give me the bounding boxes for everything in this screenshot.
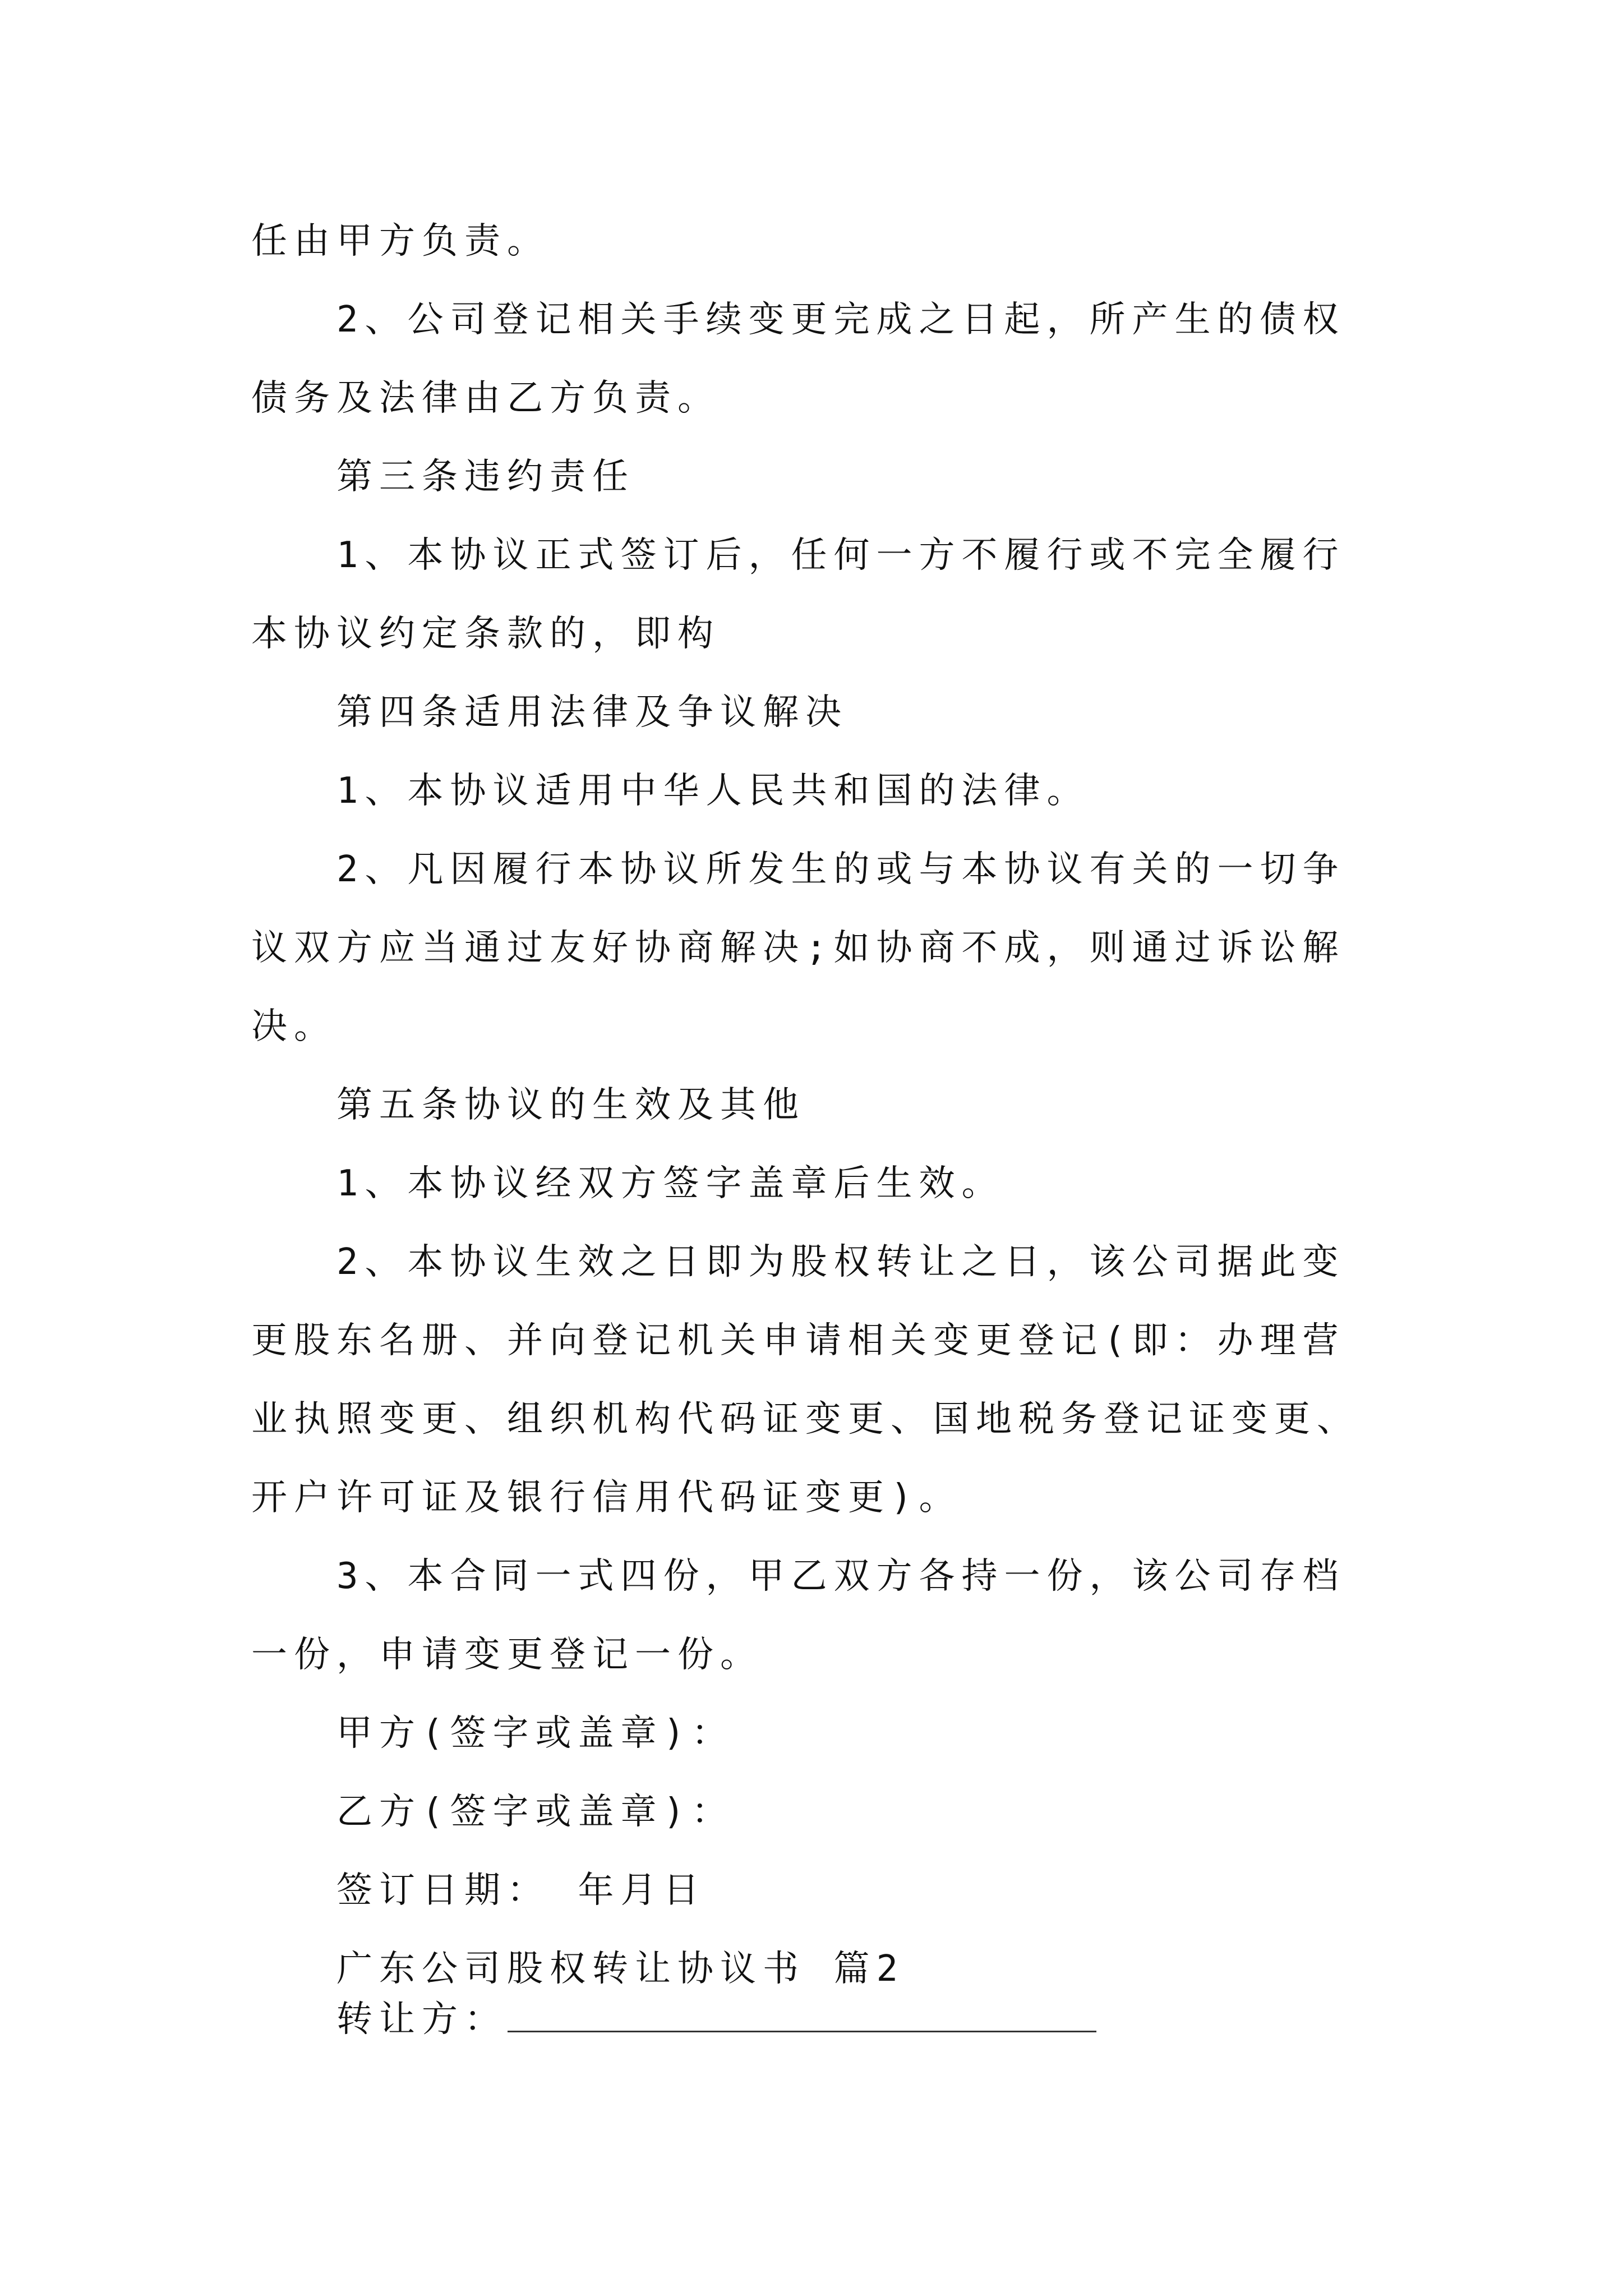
text-line: 议双方应当通过友好协商解决;如协商不成，则通过诉讼解 xyxy=(251,927,1345,969)
text-line: 任由甲方负责。 xyxy=(251,220,550,262)
transferor-label: 转让方： xyxy=(336,1999,507,2040)
signature-line-party-b: 乙方(签字或盖章)： xyxy=(336,1791,735,1833)
text-line: 2、本协议生效之日即为股权转让之日，该公司据此变 xyxy=(336,1241,1345,1283)
text-line: 决。 xyxy=(251,1006,336,1047)
signature-line-party-a: 甲方(签字或盖章)： xyxy=(336,1713,735,1754)
text-line: 3、本合同一式四份，甲乙双方各持一份，该公司存档 xyxy=(336,1556,1345,1597)
text-line: 1、本协议适用中华人民共和国的法律。 xyxy=(336,770,1090,812)
text-line: 一份，申请变更登记一份。 xyxy=(251,1634,763,1676)
text-line: 开户许可证及银行信用代码证变更)。 xyxy=(251,1477,962,1519)
text-line: 更股东名册、并向登记机关申请相关变更登记(即：办理营 xyxy=(251,1320,1345,1361)
text-line: 业执照变更、组织机构代码证变更、国地税务登记证变更、 xyxy=(251,1398,1359,1440)
document-subtitle: 广东公司股权转让协议书 篇2 xyxy=(336,1948,905,1990)
text-line: 债务及法律由乙方负责。 xyxy=(251,378,720,419)
text-line: 1、本协议正式签订后，任何一方不履行或不完全履行 xyxy=(336,535,1345,576)
section-heading: 第三条违约责任 xyxy=(336,456,635,498)
section-heading: 第五条协议的生效及其他 xyxy=(336,1084,805,1126)
text-line: 本协议约定条款的，即构 xyxy=(251,613,720,655)
signing-date-line: 签订日期： 年月日 xyxy=(336,1870,706,1911)
text-line: 1、本协议经双方签字盖章后生效。 xyxy=(336,1163,1004,1204)
text-line: 2、凡因履行本协议所发生的或与本协议有关的一切争 xyxy=(336,849,1345,890)
section-heading: 第四条适用法律及争议解决 xyxy=(336,692,848,733)
transferor-blank-underline xyxy=(508,2031,1096,2032)
text-line: 2、公司登记相关手续变更完成之日起，所产生的债权 xyxy=(336,299,1345,341)
